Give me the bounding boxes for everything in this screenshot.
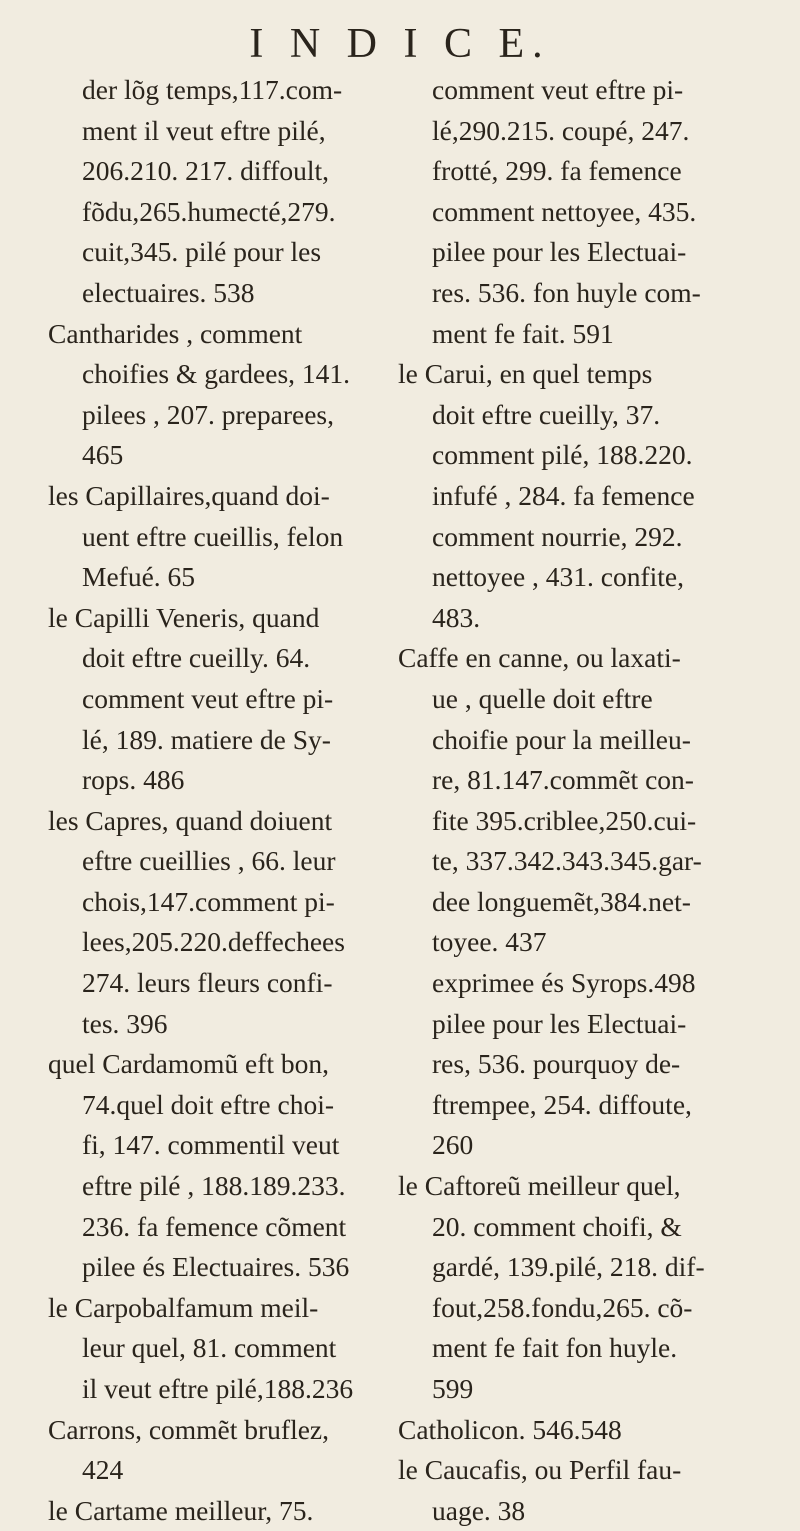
index-line: toyee. 437 [432,926,547,958]
index-line: 599 [432,1373,474,1404]
index-line: Cantharides , comment [48,317,303,349]
index-line: electuaires. 538 [82,276,255,308]
index-line: comment nettoyee, 435. [432,195,697,227]
index-line: cuit,345. pilé pour les [82,236,322,268]
index-line: comment veut eftre pi- [432,74,684,105]
index-line: uage. 38 [432,1494,526,1526]
index-line: Catholicon. 546.548 [398,1413,622,1445]
index-line: infufé , 284. fa femence [432,479,695,511]
index-line: 424 [82,1454,124,1486]
page-header: I N D I C E. [249,21,551,67]
index-line: frotté, 299. fa femence [432,155,682,187]
index-line: ue , quelle doit eftre [432,682,653,714]
index-line: dee longuemẽt,384.net- [432,885,691,917]
index-line: ment il veut eftre pilé, [82,114,326,146]
index-line: uent eftre cueillis, felon [82,520,344,552]
index-line: chois,147.comment pi- [82,885,335,917]
index-line: pilee pour les Electuai- [432,236,687,268]
index-line: eftre pilé , 188.189.233. [82,1170,346,1202]
index-line: 274. leurs fleurs confi- [82,967,333,999]
index-line: te, 337.342.343.345.gar- [432,845,702,877]
index-line: les Capillaires,quand doi- [48,479,330,511]
index-line: quel Cardamomũ eft bon, [48,1048,330,1080]
index-line: rops. 486 [82,764,185,796]
index-line: le Carui, en quel temps [398,358,653,390]
index-line: doit eftre cueilly. 64. [82,642,311,674]
index-line: fite 395.criblee,250.cui- [432,804,697,836]
index-line: pilee és Electuaires. 536 [82,1251,350,1283]
index-line: le Carpobalfamum meil- [48,1291,319,1323]
index-line: le Cartame meilleur, 75. [48,1494,314,1526]
index-line: comment veut eftre pi- [82,682,334,714]
left-column [48,70,408,1531]
index-line: lé,290.215. coupé, 247. [432,114,690,146]
index-line: nettoyee , 431. confite, [432,561,684,593]
index-line: fõdu,265.humecté,279. [82,195,336,227]
index-line: fi, 147. commentil veut [82,1129,340,1161]
index-line: 260 [432,1129,474,1161]
index-line: gardé, 139.pilé, 218. dif- [432,1251,705,1283]
index-line: lees,205.220.deffechees [82,926,345,958]
index-line: comment nourrie, 292. [432,520,683,552]
index-line: 74.quel doit eftre choi- [82,1088,334,1120]
index-line: leur quel, 81. comment [82,1332,337,1364]
right-column [398,70,758,1531]
index-line: pilee pour les Electuai- [432,1007,687,1039]
index-line: fout,258.fondu,265. cõ- [432,1291,693,1323]
index-line: pilees , 207. preparees, [82,398,334,430]
index-line: ment fe fait fon huyle. [432,1332,678,1364]
index-line: comment pilé, 188.220. [432,439,693,471]
index-line: le Caftoreũ meilleur quel, [398,1170,681,1202]
index-line: il veut eftre pilé,188.236 [82,1373,354,1404]
index-line: 236. fa femence cõment [82,1210,347,1242]
index-line: 465 [82,439,124,471]
index-line: le Caucafis, ou Perfil fau- [398,1454,682,1486]
index-line: 206.210. 217. diffoult, [82,155,329,187]
index-line: choifie pour la meilleu- [432,723,691,755]
index-line: ftrempee, 254. diffoute, [432,1088,692,1120]
index-line: 483. [432,601,481,633]
index-line: Carrons, commẽt bruflez, [48,1413,330,1445]
index-line: res, 536. pourquoy de- [432,1048,681,1080]
index-line: les Capres, quand doiuent [48,804,333,836]
index-line: der lõg temps,117.com- [82,74,343,105]
index-line: ment fe fait. 591 [432,317,614,349]
index-line: res. 536. fon huyle com- [432,276,701,308]
index-line: 20. comment choifi, & [432,1210,682,1242]
index-line: Caffe en canne, ou laxati- [398,642,681,674]
index-line: Mefué. 65 [82,561,196,593]
index-line: le Capilli Veneris, quand [48,601,320,633]
index-line: lé, 189. matiere de Sy- [82,723,331,755]
index-line: exprimee és Syrops.498 [432,967,696,999]
index-line: eftre cueillies , 66. leur [82,845,336,877]
index-line: tes. 396 [82,1007,168,1039]
index-line: choifies & gardees, 141. [82,358,351,390]
index-line: doit eftre cueilly, 37. [432,398,661,430]
index-line: re, 81.147.commẽt con- [432,764,694,796]
